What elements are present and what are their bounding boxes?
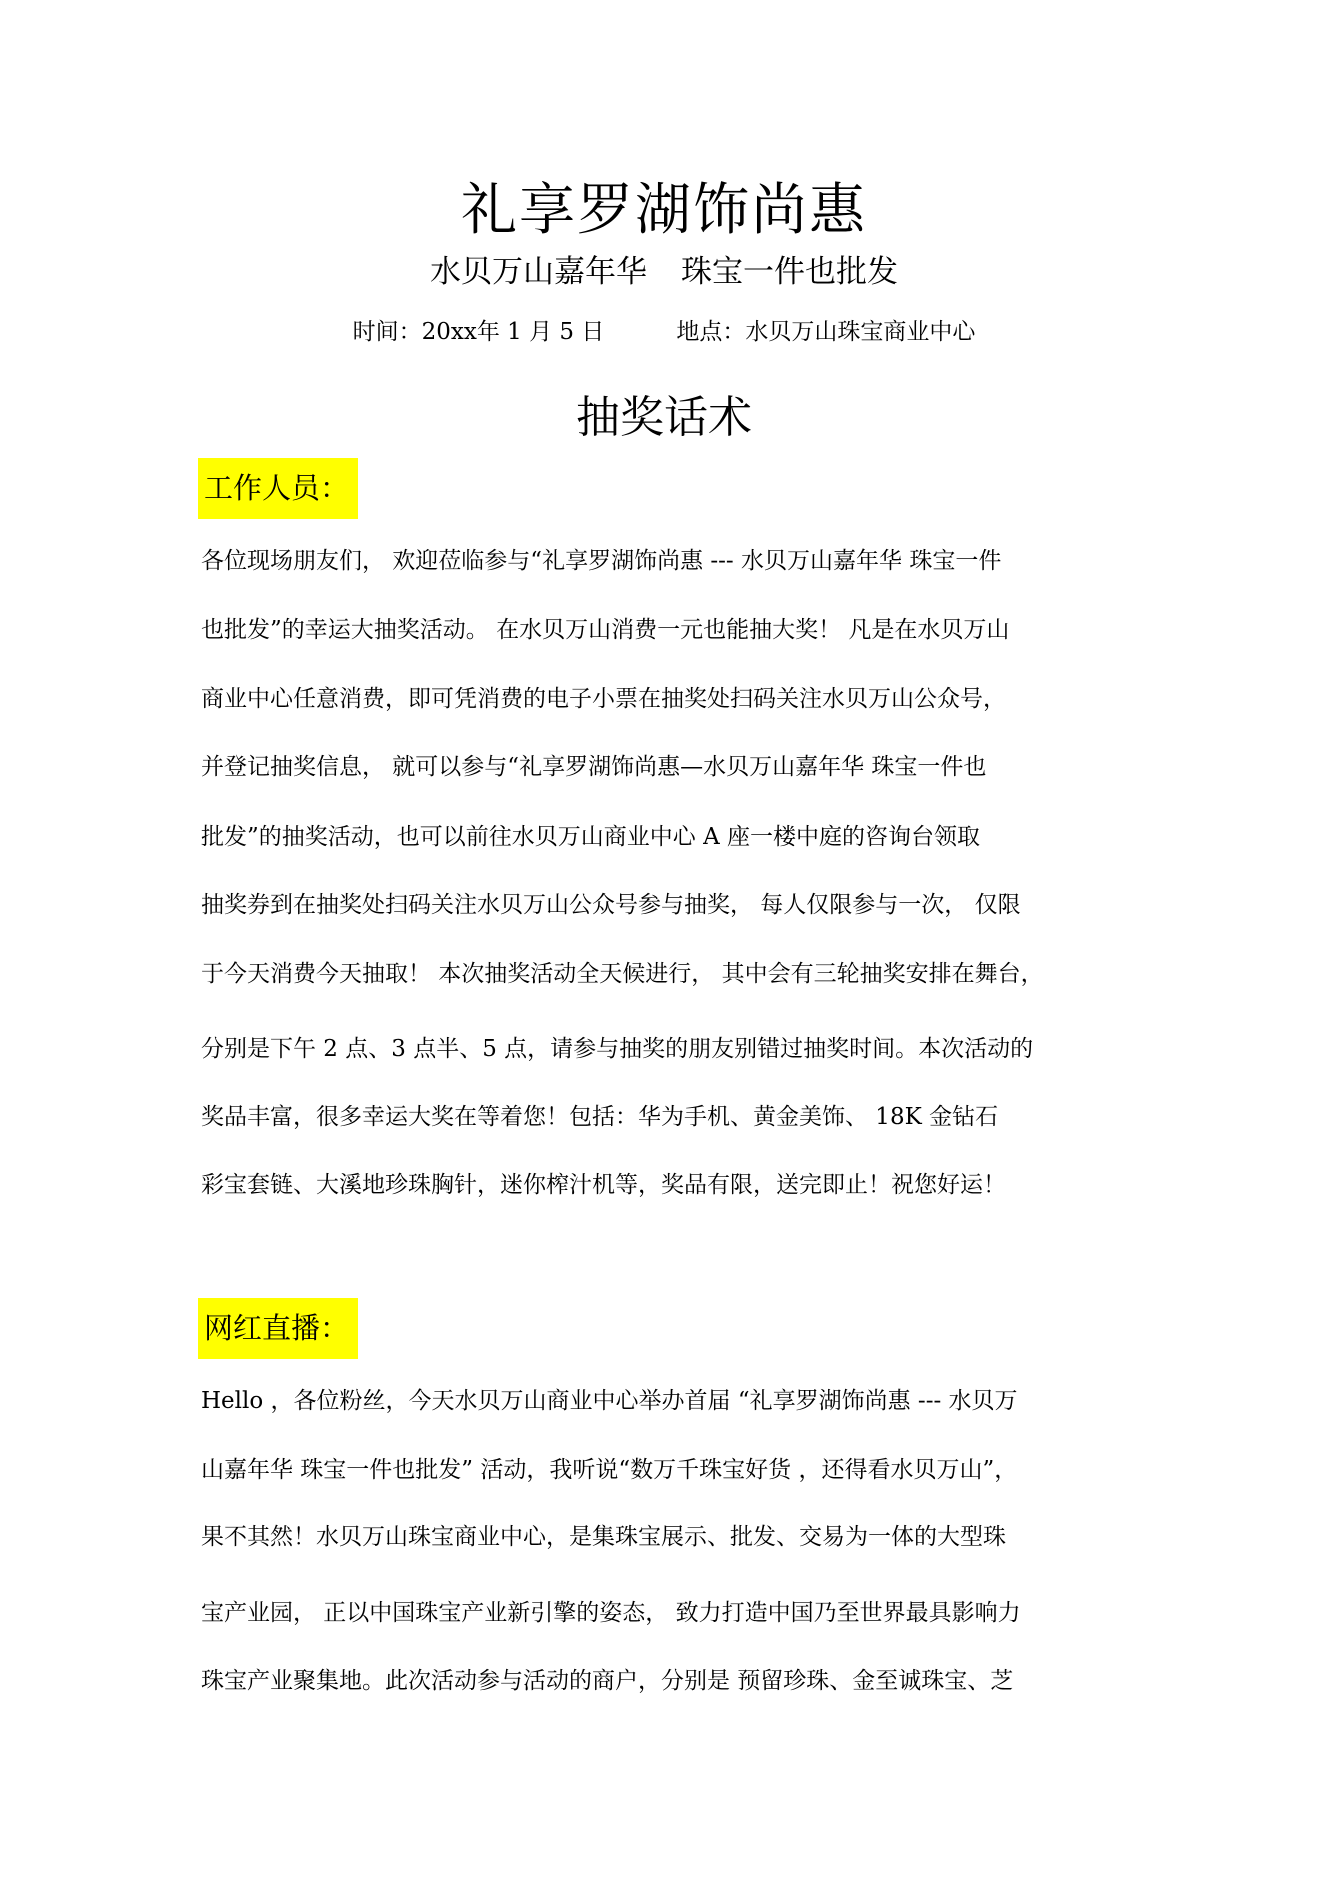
subtitle — [0, 246, 1328, 291]
paragraph-line: 奖品丰富，很多幸运大奖在等着您！包括：华为手机、黄金美饰、 18K 金钻石 — [201, 1104, 999, 1130]
event-meta — [0, 313, 1328, 346]
paragraph-line: 山嘉年华 珠宝一件也批发” 活动，我听说“数万千珠宝好货 ，还得看水贝万山”， — [201, 1457, 1018, 1483]
staff-label: 工作人员： — [198, 458, 358, 519]
paragraph-line: 也批发”的幸运大抽奖活动。 在水贝万山消费一元也能抽大奖！ 凡是在水贝万山 — [201, 617, 1010, 643]
page-title: 礼享罗湖饰尚惠 — [461, 178, 867, 243]
paragraph-line: 果不其然！水贝万山珠宝商业中心，是集珠宝展示、批发、交易为一体的大型珠 — [201, 1524, 1006, 1550]
paragraph-line: 批发”的抽奖活动，也可以前往水贝万山商业中心 A 座一楼中庭的咨询台领取 — [201, 824, 980, 850]
live-stream-label: 网红直播： — [198, 1298, 358, 1359]
paragraph-line: 各位现场朋友们， 欢迎莅临参与“礼享罗湖饰尚惠 --- 水贝万山嘉年华 珠宝一件 — [201, 548, 1002, 574]
paragraph-line: 宝产业园， 正以中国珠宝产业新引擎的姿态， 致力打造中国乃至世界最具影响力 — [201, 1600, 1021, 1626]
paragraph-line: 于今天消费今天抽取！ 本次抽奖活动全天候进行， 其中会有三轮抽奖安排在舞台， — [201, 961, 1044, 987]
event-time: 时间：20xx年 1 月 5 日 — [352, 319, 605, 345]
paragraph-line: 分别是下午 2 点、3 点半、5 点，请参与抽奖的朋友别错过抽奖时间。本次活动的 — [201, 1036, 1034, 1062]
paragraph-line: 彩宝套链、大溪地珍珠胸针，迷你榨汁机等，奖品有限，送完即止！祝您好运！ — [201, 1172, 1006, 1198]
paragraph-line: Hello ，各位粉丝，今天水贝万山商业中心举办首届 “礼享罗湖饰尚惠 --- 水贝万 — [201, 1388, 1018, 1414]
section-title: 抽奖话术 — [576, 392, 752, 443]
subtitle-left: 水贝万山嘉年华 — [430, 254, 647, 290]
subtitle-right: 珠宝一件也批发 — [681, 254, 898, 290]
event-location: 地点：水贝万山珠宝商业中心 — [676, 319, 976, 345]
paragraph-line: 抽奖券到在抽奖处扫码关注水贝万山公众号参与抽奖， 每人仅限参与一次， 仅限 — [201, 892, 1021, 918]
paragraph-line: 并登记抽奖信息， 就可以参与“礼享罗湖饰尚惠—水贝万山嘉年华 珠宝一件也 — [201, 754, 987, 780]
paragraph-line: 商业中心任意消费，即可凭消费的电子小票在抽奖处扫码关注水贝万山公众号， — [201, 686, 1006, 712]
paragraph-line: 珠宝产业聚集地。此次活动参与活动的商户，分别是 预留珍珠、金至诚珠宝、芝 — [201, 1668, 1014, 1694]
